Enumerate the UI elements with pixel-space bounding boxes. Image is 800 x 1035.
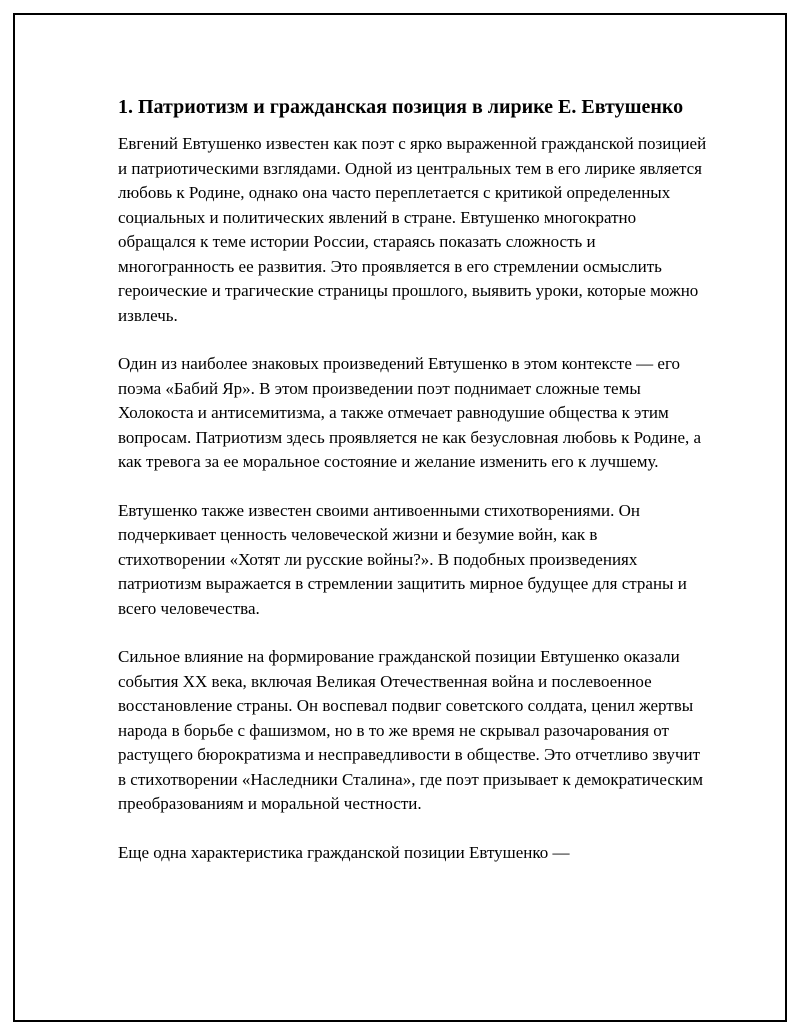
paragraph-4: Сильное влияние на формирование гражданской позиции Евтушенко оказали события XX века, включая Великая Отечественная война и послевоенное восстановление страны. Он воспевал подвиг советского солдата, ценил жертвы народа в борьбе с фашизмом, но в то же время не скрывал разочарования от растущего бюрократизма и несправедливости в обществе. Это отчетливо звучит в стихотворении «Наследники Сталина», где поэт призывает к демократическим преобразованиям и моральной честности. (118, 647, 703, 813)
page-frame (13, 13, 787, 1022)
paragraph-1: Евгений Евтушенко известен как поэт с ярко выраженной гражданской позицией и патриотическими взглядами. Одной из центральных тем в его лирике является любовь к Родине, однако она часто переплетается с критикой определенных социальных и политических явлений в стране. Евтушенко многократно обращался к теме истории России, стараясь показать сложность и многогранность ее развития. Это проявляется в его стремлении осмыслить героические и трагические страницы прошлого, выявить уроки, которые можно извлечь. (118, 134, 707, 325)
paragraph-2: Один из наиболее знаковых произведений Евтушенко в этом контексте — его поэма «Бабий Яр». В этом произведении поэт поднимает сложные темы Холокоста и антисемитизма, а также отмечает равнодушие общества к этим вопросам. Патриотизм здесь проявляется не как безусловная любовь к Родине, а как тревога за ее моральное состояние и желание изменить его к лучшему. (118, 354, 702, 471)
document-body (118, 93, 708, 889)
paragraph-5: Еще одна характеристика гражданской позиции Евтушенко — (118, 842, 570, 862)
paragraph-3: Евтушенко также известен своими антивоенными стихотворениями. Он подчеркивает ценность человеческой жизни и безумие войн, как в стихотворении «Хотят ли русские войны?». В подобных произведениях патриотизм выражается в стремлении защитить мирное будущее для страны и всего человечества. (118, 500, 687, 618)
section-heading: 1. Патриотизм и гражданская позиция в лирике Е. Евтушенко (118, 96, 684, 118)
